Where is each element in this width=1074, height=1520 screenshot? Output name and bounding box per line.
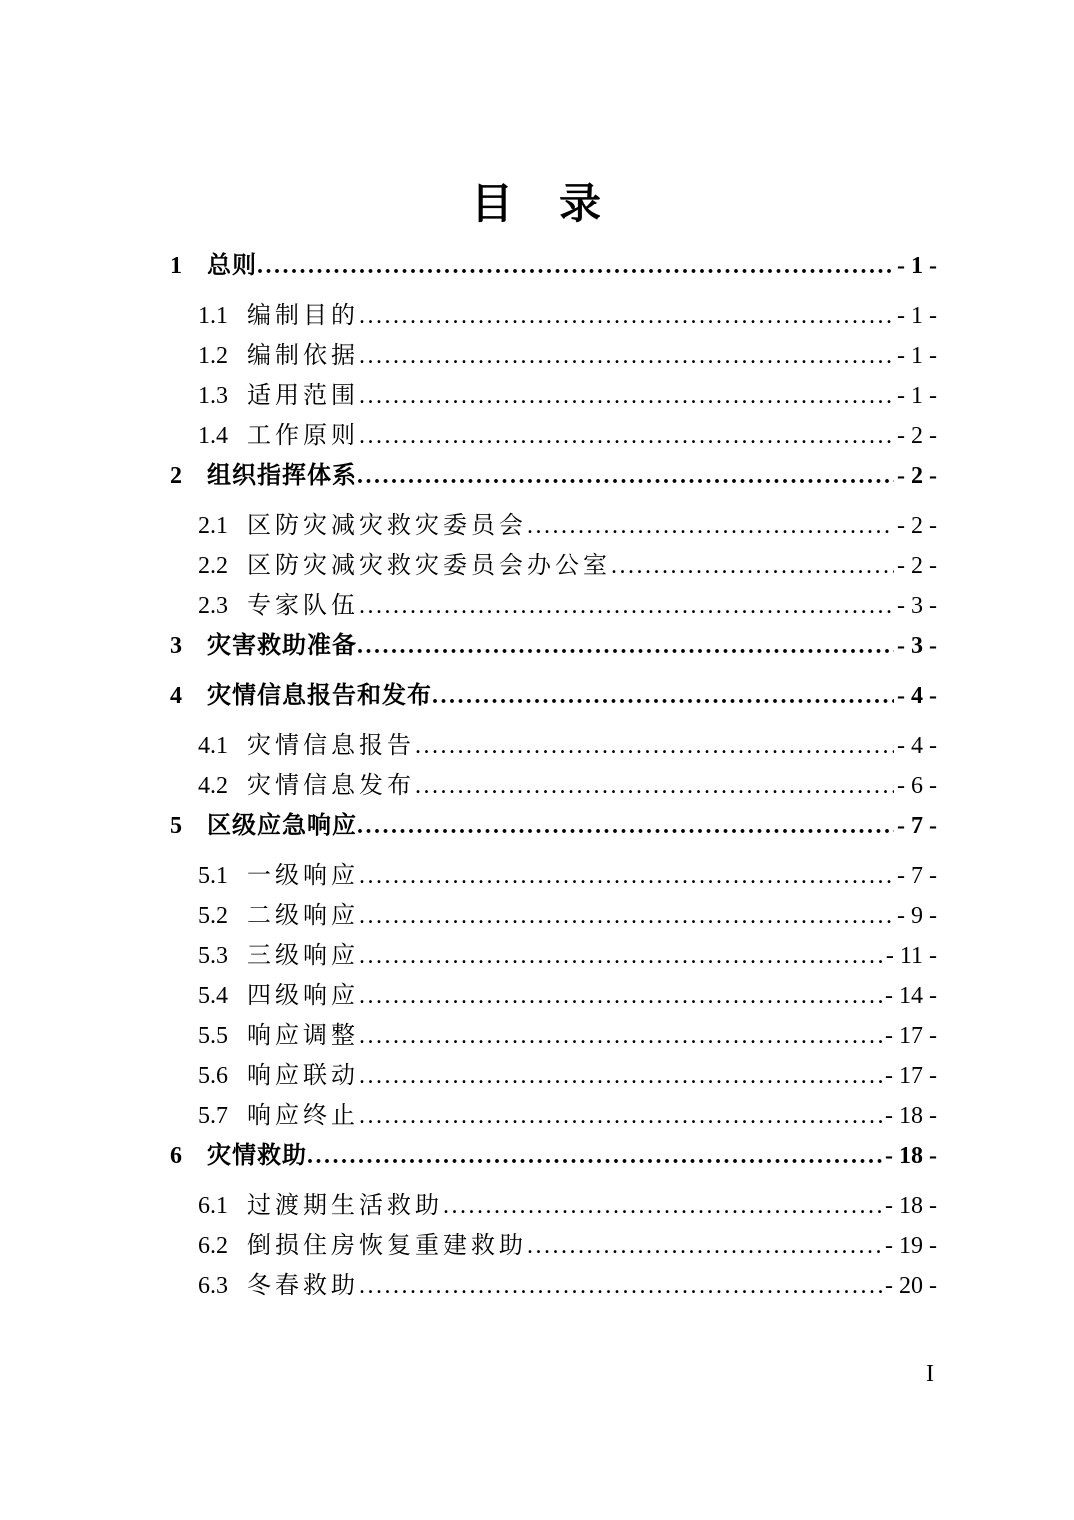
toc-entry-page: - 2 - (897, 423, 937, 449)
toc-entry-number: 6.3 (198, 1273, 228, 1299)
toc-entry-number: 4 (170, 683, 182, 709)
toc-entry-title: 灾情救助 (207, 1143, 307, 1169)
toc-entry[interactable] (170, 1266, 937, 1306)
toc-entry-page: - 18 - (885, 1103, 937, 1129)
toc-entry[interactable] (170, 676, 937, 716)
toc-leader-dots (415, 726, 894, 766)
toc-entry-page: - 18 - (885, 1193, 937, 1219)
toc-leader-dots (307, 1136, 882, 1176)
toc-leader-dots (359, 1096, 882, 1136)
toc-entry-number: 5.1 (198, 863, 228, 889)
toc-entry-page: - 2 - (897, 553, 937, 579)
toc-entry-number: 5.7 (198, 1103, 228, 1129)
toc-entry[interactable] (170, 246, 937, 286)
toc-leader-dots (359, 936, 883, 976)
toc-entry-title: 响应调整 (247, 1023, 359, 1049)
toc-entry-number: 6 (170, 1143, 182, 1169)
toc-entry[interactable] (170, 806, 937, 846)
toc-entry[interactable] (170, 296, 937, 336)
toc-entry-number: 1.1 (198, 303, 228, 329)
toc-entry-title: 区防灾减灾救灾委员会 (247, 513, 527, 539)
toc-leader-dots (432, 676, 894, 716)
toc-entry-title: 四级响应 (247, 983, 359, 1009)
toc-entry[interactable] (170, 586, 937, 626)
toc-entry[interactable] (170, 896, 937, 936)
toc-leader-dots (359, 1056, 882, 1096)
toc-entry-number: 5.4 (198, 983, 228, 1009)
toc-entry-page: - 1 - (897, 343, 937, 369)
footer-page-number: I (926, 1361, 934, 1387)
toc-entry[interactable] (170, 936, 937, 976)
toc-entry-page: - 3 - (897, 593, 937, 619)
toc-entry[interactable] (170, 726, 937, 766)
toc-entry-title: 过渡期生活救助 (247, 1193, 443, 1219)
toc-leader-dots (527, 506, 894, 546)
toc-entry-page: - 9 - (897, 903, 937, 929)
toc-entry-page: - 20 - (885, 1273, 937, 1299)
toc-entry-title: 灾情信息发布 (247, 773, 415, 799)
toc-leader-dots (359, 336, 894, 376)
toc-title: 目 录 (470, 182, 603, 228)
toc-entry-title: 适用范围 (247, 383, 359, 409)
toc-entry-number: 5.5 (198, 1023, 228, 1049)
toc-entry-number: 5.6 (198, 1063, 228, 1089)
toc-entry-page: - 1 - (897, 383, 937, 409)
toc-entry-title: 工作原则 (247, 423, 359, 449)
toc-entry-page: - 1 - (897, 253, 937, 279)
toc-entry-page: - 2 - (897, 513, 937, 539)
toc-entry-number: 1.4 (198, 423, 228, 449)
toc-entry-page: - 6 - (897, 773, 937, 799)
toc-entry-page: - 4 - (897, 733, 937, 759)
toc-leader-dots (527, 1226, 882, 1266)
toc-entry-title: 组织指挥体系 (207, 463, 357, 489)
toc-leader-dots (359, 586, 894, 626)
toc-entry[interactable] (170, 1096, 937, 1136)
toc-leader-dots (357, 806, 894, 846)
toc-entry-page: - 7 - (897, 813, 937, 839)
toc-entry[interactable] (170, 626, 937, 666)
toc-entry-title: 冬春救助 (247, 1273, 359, 1299)
toc-entry[interactable] (170, 1226, 937, 1266)
toc-entry-title: 灾情信息报告和发布 (207, 683, 432, 709)
toc-entry-title: 一级响应 (247, 863, 359, 889)
toc-entry[interactable] (170, 376, 937, 416)
toc-entry[interactable] (170, 336, 937, 376)
toc-leader-dots (359, 896, 894, 936)
toc-entry-number: 4.2 (198, 773, 228, 799)
toc-leader-dots (359, 1266, 882, 1306)
toc-leader-dots (359, 856, 894, 896)
toc-leader-dots (357, 626, 894, 666)
toc-entry-title: 响应终止 (247, 1103, 359, 1129)
toc-entry-title: 区级应急响应 (207, 813, 357, 839)
toc-entry-number: 2.1 (198, 513, 228, 539)
toc-list (170, 246, 937, 1306)
toc-entry[interactable] (170, 1016, 937, 1056)
toc-leader-dots (359, 976, 882, 1016)
toc-leader-dots (357, 456, 894, 496)
toc-entry[interactable] (170, 976, 937, 1016)
toc-entry[interactable] (170, 1056, 937, 1096)
toc-entry-number: 1.3 (198, 383, 228, 409)
toc-entry-title: 编制目的 (247, 303, 359, 329)
toc-leader-dots (359, 416, 894, 456)
toc-entry-page: - 7 - (897, 863, 937, 889)
toc-entry-title: 总则 (207, 253, 257, 279)
toc-entry-page: - 2 - (897, 463, 937, 489)
toc-leader-dots (443, 1186, 882, 1226)
toc-entry-page: - 1 - (897, 303, 937, 329)
toc-entry-number: 6.1 (198, 1193, 228, 1219)
toc-leader-dots (415, 766, 894, 806)
toc-entry-page: - 14 - (885, 983, 937, 1009)
toc-entry[interactable] (170, 416, 937, 456)
toc-entry-number: 5.2 (198, 903, 228, 929)
toc-entry-title: 倒损住房恢复重建救助 (247, 1233, 527, 1259)
toc-entry-title: 灾害救助准备 (207, 633, 357, 659)
toc-entry-title: 二级响应 (247, 903, 359, 929)
toc-leader-dots (359, 296, 894, 336)
toc-entry-number: 4.1 (198, 733, 228, 759)
toc-entry-number: 1.2 (198, 343, 228, 369)
toc-entry-number: 6.2 (198, 1233, 228, 1259)
toc-entry-number: 2.2 (198, 553, 228, 579)
toc-entry-number: 2.3 (198, 593, 228, 619)
toc-entry-page: - 3 - (897, 633, 937, 659)
toc-entry-number: 5 (170, 813, 182, 839)
toc-entry[interactable] (170, 766, 937, 806)
toc-entry-page: - 17 - (885, 1023, 937, 1049)
toc-entry-title: 三级响应 (247, 943, 359, 969)
toc-entry[interactable] (170, 456, 937, 496)
toc-entry[interactable] (170, 506, 937, 546)
toc-leader-dots (359, 376, 894, 416)
toc-entry-title: 编制依据 (247, 343, 359, 369)
toc-leader-dots (359, 1016, 882, 1056)
toc-entry-title: 专家队伍 (247, 593, 359, 619)
toc-entry[interactable] (170, 1186, 937, 1226)
toc-entry-title: 响应联动 (247, 1063, 359, 1089)
toc-entry-page: - 18 - (885, 1143, 937, 1169)
toc-leader-dots (611, 546, 894, 586)
toc-entry-page: - 11 - (885, 943, 937, 969)
toc-entry-page: - 4 - (897, 683, 937, 709)
toc-entry-number: 1 (170, 253, 182, 279)
toc-entry-number: 3 (170, 633, 182, 659)
toc-entry[interactable] (170, 1136, 937, 1176)
toc-entry[interactable] (170, 546, 937, 586)
toc-entry-title: 灾情信息报告 (247, 733, 415, 759)
toc-entry-page: - 19 - (885, 1233, 937, 1259)
toc-leader-dots (257, 246, 894, 286)
toc-entry-number: 5.3 (198, 943, 228, 969)
toc-entry-title: 区防灾减灾救灾委员会办公室 (247, 553, 611, 579)
toc-entry[interactable] (170, 856, 937, 896)
toc-entry-page: - 17 - (885, 1063, 937, 1089)
toc-entry-number: 2 (170, 463, 182, 489)
